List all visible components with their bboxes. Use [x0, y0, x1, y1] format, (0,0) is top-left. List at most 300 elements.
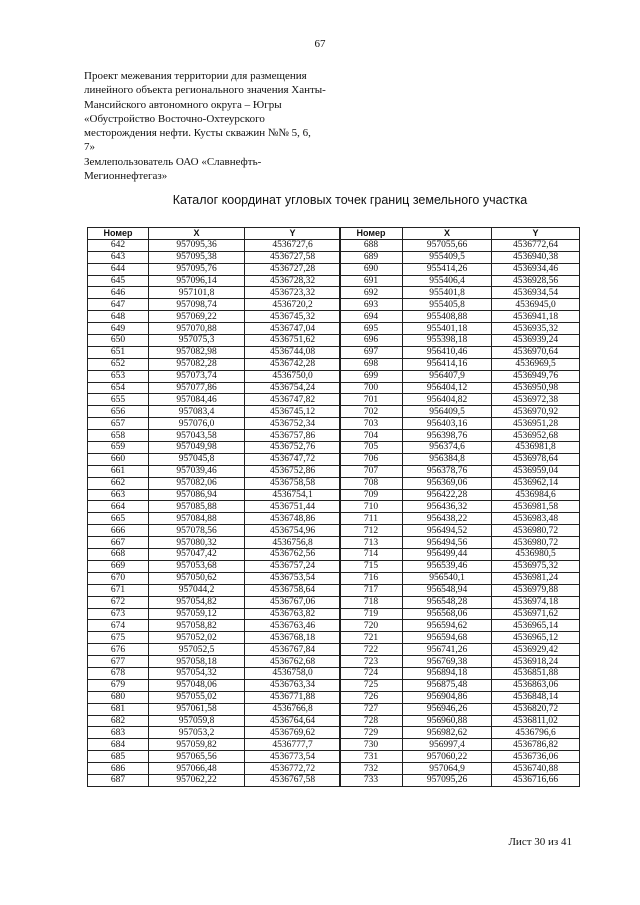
y-coordinate: 4536965,14: [492, 620, 580, 632]
point-number: 671: [88, 584, 149, 596]
table-row: [88, 751, 341, 763]
point-number: 657: [88, 418, 149, 430]
y-coordinate: 4536768,18: [245, 632, 341, 644]
y-coordinate: 4536851,88: [492, 667, 580, 679]
point-number: 715: [340, 560, 403, 572]
table-row: [340, 632, 580, 644]
x-coordinate: 956982,62: [403, 727, 492, 739]
table-row: [88, 715, 341, 727]
x-coordinate: 957095,36: [149, 239, 245, 251]
x-coordinate: 956769,38: [403, 656, 492, 668]
x-coordinate: 956997,4: [403, 739, 492, 751]
x-coordinate: 957076,0: [149, 418, 245, 430]
table-row: [88, 679, 341, 691]
x-coordinate: 957050,62: [149, 572, 245, 584]
x-coordinate: 956594,68: [403, 632, 492, 644]
point-number: 667: [88, 537, 149, 549]
table-row: [88, 572, 341, 584]
table-row: [88, 667, 341, 679]
table-row: [88, 739, 341, 751]
point-number: 676: [88, 644, 149, 656]
x-coordinate: 956436,32: [403, 501, 492, 513]
point-number: 651: [88, 346, 149, 358]
point-number: 669: [88, 560, 149, 572]
point-number: 682: [88, 715, 149, 727]
x-coordinate: 956403,16: [403, 418, 492, 430]
point-number: 721: [340, 632, 403, 644]
table-row: [340, 679, 580, 691]
table-row: [88, 263, 341, 275]
table-row: [340, 394, 580, 406]
x-coordinate: 957048,06: [149, 679, 245, 691]
table-row: [340, 596, 580, 608]
y-coordinate: 4536767,84: [245, 644, 341, 656]
header-y: Y: [245, 228, 341, 240]
table-row: [88, 501, 341, 513]
x-coordinate: 955398,18: [403, 335, 492, 347]
x-coordinate: 957045,8: [149, 453, 245, 465]
table-row: [88, 549, 341, 561]
table-row: [340, 418, 580, 430]
point-number: 687: [88, 774, 149, 786]
point-number: 677: [88, 656, 149, 668]
point-number: 691: [340, 275, 403, 287]
y-coordinate: 4536716,66: [492, 774, 580, 786]
x-coordinate: 956438,22: [403, 513, 492, 525]
y-coordinate: 4536745,32: [245, 311, 341, 323]
table-row: [340, 560, 580, 572]
y-coordinate: 4536928,56: [492, 275, 580, 287]
y-coordinate: 4536980,72: [492, 537, 580, 549]
table-row: [88, 287, 341, 299]
x-coordinate: 956404,12: [403, 382, 492, 394]
table-row: [340, 489, 580, 501]
y-coordinate: 4536980,5: [492, 549, 580, 561]
y-coordinate: 4536727,58: [245, 251, 341, 263]
x-coordinate: 957060,22: [403, 751, 492, 763]
point-number: 652: [88, 358, 149, 370]
y-coordinate: 4536981,8: [492, 442, 580, 454]
point-number: 709: [340, 489, 403, 501]
table-row: [340, 525, 580, 537]
point-number: 644: [88, 263, 149, 275]
point-number: 645: [88, 275, 149, 287]
x-coordinate: 956374,6: [403, 442, 492, 454]
table-row: [88, 406, 341, 418]
x-coordinate: 955408,88: [403, 311, 492, 323]
table-row: [88, 489, 341, 501]
point-number: 649: [88, 323, 149, 335]
point-number: 699: [340, 370, 403, 382]
point-number: 695: [340, 323, 403, 335]
y-coordinate: 4536939,24: [492, 335, 580, 347]
x-coordinate: 957065,56: [149, 751, 245, 763]
y-coordinate: 4536777,7: [245, 739, 341, 751]
header-x: X: [403, 228, 492, 240]
y-coordinate: 4536772,72: [245, 763, 341, 775]
table-row: [340, 465, 580, 477]
y-coordinate: 4536952,68: [492, 430, 580, 442]
x-coordinate: 957043,58: [149, 430, 245, 442]
coordinates-table-right: [339, 227, 580, 787]
project-description: [84, 69, 349, 183]
y-coordinate: 4536820,72: [492, 703, 580, 715]
x-coordinate: 955401,8: [403, 287, 492, 299]
point-number: 683: [88, 727, 149, 739]
x-coordinate: 956422,28: [403, 489, 492, 501]
x-coordinate: 957052,5: [149, 644, 245, 656]
y-coordinate: 4536757,24: [245, 560, 341, 572]
point-number: 665: [88, 513, 149, 525]
y-coordinate: 4536750,0: [245, 370, 341, 382]
x-coordinate: 957064,9: [403, 763, 492, 775]
x-coordinate: 957083,4: [149, 406, 245, 418]
x-coordinate: 957054,82: [149, 596, 245, 608]
table-row: [340, 537, 580, 549]
y-coordinate: 4536949,76: [492, 370, 580, 382]
y-coordinate: 4536971,62: [492, 608, 580, 620]
y-coordinate: 4536762,68: [245, 656, 341, 668]
point-number: 672: [88, 596, 149, 608]
x-coordinate: 957078,56: [149, 525, 245, 537]
point-number: 681: [88, 703, 149, 715]
y-coordinate: 4536974,18: [492, 596, 580, 608]
table-row: [340, 358, 580, 370]
x-coordinate: 956540,1: [403, 572, 492, 584]
x-coordinate: 957053,2: [149, 727, 245, 739]
y-coordinate: 4536766,8: [245, 703, 341, 715]
point-number: 647: [88, 299, 149, 311]
point-number: 650: [88, 335, 149, 347]
table-row: [340, 346, 580, 358]
table-row: [340, 251, 580, 263]
y-coordinate: 4536753,54: [245, 572, 341, 584]
y-coordinate: 4536951,28: [492, 418, 580, 430]
project-line: месторождения нефти. Кусты скважин №№ 5, 6,: [84, 127, 311, 140]
x-coordinate: 956875,48: [403, 679, 492, 691]
y-coordinate: 4536979,88: [492, 584, 580, 596]
point-number: 646: [88, 287, 149, 299]
x-coordinate: 956384,8: [403, 453, 492, 465]
table-row: [340, 275, 580, 287]
point-number: 703: [340, 418, 403, 430]
point-number: 717: [340, 584, 403, 596]
point-number: 648: [88, 311, 149, 323]
y-coordinate: 4536918,24: [492, 656, 580, 668]
project-line: Мегионнефтегаз»: [84, 170, 168, 183]
table-header-row: [340, 228, 580, 240]
y-coordinate: 4536978,64: [492, 453, 580, 465]
x-coordinate: 956494,56: [403, 537, 492, 549]
x-coordinate: 956407,9: [403, 370, 492, 382]
header-x: X: [149, 228, 245, 240]
sheet-counter: Лист 30 из 41: [508, 836, 572, 848]
y-coordinate: 4536751,62: [245, 335, 341, 347]
table-row: [88, 453, 341, 465]
y-coordinate: 4536748,86: [245, 513, 341, 525]
project-line: «Обустройство Восточно-Охтеурского: [84, 112, 265, 125]
y-coordinate: 4536970,64: [492, 346, 580, 358]
x-coordinate: 957080,32: [149, 537, 245, 549]
x-coordinate: 957070,88: [149, 323, 245, 335]
point-number: 714: [340, 549, 403, 561]
table-row: [340, 323, 580, 335]
y-coordinate: 4536935,32: [492, 323, 580, 335]
x-coordinate: 955405,8: [403, 299, 492, 311]
point-number: 659: [88, 442, 149, 454]
y-coordinate: 4536945,0: [492, 299, 580, 311]
table-row: [88, 596, 341, 608]
x-coordinate: 956539,46: [403, 560, 492, 572]
y-coordinate: 4536758,58: [245, 477, 341, 489]
point-number: 722: [340, 644, 403, 656]
table-row: [88, 430, 341, 442]
y-coordinate: 4536752,76: [245, 442, 341, 454]
x-coordinate: 957066,48: [149, 763, 245, 775]
table-row: [340, 477, 580, 489]
table-row: [340, 715, 580, 727]
y-coordinate: 4536762,56: [245, 549, 341, 561]
y-coordinate: 4536848,14: [492, 691, 580, 703]
table-row: [340, 572, 580, 584]
x-coordinate: 956398,76: [403, 430, 492, 442]
table-row: [340, 442, 580, 454]
table-row: [88, 394, 341, 406]
y-coordinate: 4536758,0: [245, 667, 341, 679]
point-number: 643: [88, 251, 149, 263]
point-number: 707: [340, 465, 403, 477]
x-coordinate: 956960,88: [403, 715, 492, 727]
table-row: [340, 287, 580, 299]
x-coordinate: 956568,06: [403, 608, 492, 620]
table-row: [340, 667, 580, 679]
x-coordinate: 956894,18: [403, 667, 492, 679]
table-row: [88, 620, 341, 632]
x-coordinate: 957098,74: [149, 299, 245, 311]
point-number: 706: [340, 453, 403, 465]
x-coordinate: 956409,5: [403, 406, 492, 418]
x-coordinate: 957096,14: [149, 275, 245, 287]
y-coordinate: 4536972,38: [492, 394, 580, 406]
x-coordinate: 956548,28: [403, 596, 492, 608]
y-coordinate: 4536983,48: [492, 513, 580, 525]
table-row: [88, 774, 341, 786]
point-number: 723: [340, 656, 403, 668]
y-coordinate: 4536962,14: [492, 477, 580, 489]
point-number: 675: [88, 632, 149, 644]
table-row: [88, 560, 341, 572]
point-number: 712: [340, 525, 403, 537]
table-row: [88, 477, 341, 489]
x-coordinate: 957095,26: [403, 774, 492, 786]
table-row: [88, 656, 341, 668]
y-coordinate: 4536752,86: [245, 465, 341, 477]
x-coordinate: 956499,44: [403, 549, 492, 561]
x-coordinate: 957095,76: [149, 263, 245, 275]
point-number: 725: [340, 679, 403, 691]
table-row: [88, 537, 341, 549]
table-row: [88, 691, 341, 703]
x-coordinate: 956410,46: [403, 346, 492, 358]
project-line: Мансийского автономного округа – Югры: [84, 98, 282, 111]
point-number: 708: [340, 477, 403, 489]
y-coordinate: 4536981,24: [492, 572, 580, 584]
point-number: 732: [340, 763, 403, 775]
coordinates-table-left: [87, 227, 341, 787]
table-row: [88, 525, 341, 537]
x-coordinate: 957082,28: [149, 358, 245, 370]
y-coordinate: 4536981,58: [492, 501, 580, 513]
table-row: [340, 656, 580, 668]
point-number: 678: [88, 667, 149, 679]
y-coordinate: 4536728,32: [245, 275, 341, 287]
x-coordinate: 956741,26: [403, 644, 492, 656]
x-coordinate: 957058,82: [149, 620, 245, 632]
x-coordinate: 956369,06: [403, 477, 492, 489]
point-number: 713: [340, 537, 403, 549]
header-number: Номер: [340, 228, 403, 240]
table-row: [88, 763, 341, 775]
point-number: 690: [340, 263, 403, 275]
point-number: 685: [88, 751, 149, 763]
x-coordinate: 956594,62: [403, 620, 492, 632]
y-coordinate: 4536727,28: [245, 263, 341, 275]
table-row: [340, 608, 580, 620]
y-coordinate: 4536764,64: [245, 715, 341, 727]
y-coordinate: 4536736,06: [492, 751, 580, 763]
table-row: [340, 727, 580, 739]
y-coordinate: 4536773,54: [245, 751, 341, 763]
y-coordinate: 4536769,62: [245, 727, 341, 739]
point-number: 694: [340, 311, 403, 323]
x-coordinate: 957084,46: [149, 394, 245, 406]
table-row: [340, 335, 580, 347]
table-row: [340, 501, 580, 513]
table-row: [340, 584, 580, 596]
table-row: [340, 239, 580, 251]
point-number: 670: [88, 572, 149, 584]
point-number: 698: [340, 358, 403, 370]
table-row: [340, 382, 580, 394]
table-row: [88, 632, 341, 644]
point-number: 726: [340, 691, 403, 703]
table-row: [88, 335, 341, 347]
y-coordinate: 4536723,32: [245, 287, 341, 299]
point-number: 692: [340, 287, 403, 299]
point-number: 704: [340, 430, 403, 442]
x-coordinate: 956404,82: [403, 394, 492, 406]
point-number: 662: [88, 477, 149, 489]
x-coordinate: 957049,98: [149, 442, 245, 454]
point-number: 727: [340, 703, 403, 715]
table-row: [88, 513, 341, 525]
point-number: 663: [88, 489, 149, 501]
x-coordinate: 957059,82: [149, 739, 245, 751]
point-number: 711: [340, 513, 403, 525]
y-coordinate: 4536969,5: [492, 358, 580, 370]
y-coordinate: 4536763,34: [245, 679, 341, 691]
point-number: 674: [88, 620, 149, 632]
y-coordinate: 4536941,18: [492, 311, 580, 323]
x-coordinate: 957101,8: [149, 287, 245, 299]
x-coordinate: 957047,42: [149, 549, 245, 561]
table-row: [340, 774, 580, 786]
table-row: [340, 620, 580, 632]
x-coordinate: 957082,06: [149, 477, 245, 489]
table-row: [88, 644, 341, 656]
table-row: [340, 299, 580, 311]
y-coordinate: 4536950,98: [492, 382, 580, 394]
table-row: [88, 608, 341, 620]
x-coordinate: 957044,2: [149, 584, 245, 596]
table-row: [340, 453, 580, 465]
y-coordinate: 4536811,02: [492, 715, 580, 727]
point-number: 724: [340, 667, 403, 679]
x-coordinate: 957062,22: [149, 774, 245, 786]
point-number: 653: [88, 370, 149, 382]
point-number: 673: [88, 608, 149, 620]
table-row: [88, 703, 341, 715]
point-number: 705: [340, 442, 403, 454]
table-row: [340, 739, 580, 751]
x-coordinate: 957082,98: [149, 346, 245, 358]
x-coordinate: 956378,76: [403, 465, 492, 477]
point-number: 719: [340, 608, 403, 620]
header-y: Y: [492, 228, 580, 240]
y-coordinate: 4536771,88: [245, 691, 341, 703]
x-coordinate: 956548,94: [403, 584, 492, 596]
y-coordinate: 4536970,92: [492, 406, 580, 418]
x-coordinate: 956414,16: [403, 358, 492, 370]
x-coordinate: 957058,18: [149, 656, 245, 668]
page-number: 67: [314, 38, 326, 50]
header-number: Номер: [88, 228, 149, 240]
table-row: [340, 549, 580, 561]
table-row: [340, 691, 580, 703]
y-coordinate: 4536796,6: [492, 727, 580, 739]
x-coordinate: 957085,88: [149, 501, 245, 513]
table-row: [340, 406, 580, 418]
x-coordinate: 956946,26: [403, 703, 492, 715]
point-number: 660: [88, 453, 149, 465]
point-number: 658: [88, 430, 149, 442]
table-row: [340, 751, 580, 763]
y-coordinate: 4536720,2: [245, 299, 341, 311]
x-coordinate: 957059,12: [149, 608, 245, 620]
point-number: 729: [340, 727, 403, 739]
x-coordinate: 957086,94: [149, 489, 245, 501]
table-row: [340, 763, 580, 775]
y-coordinate: 4536767,58: [245, 774, 341, 786]
x-coordinate: 955414,26: [403, 263, 492, 275]
y-coordinate: 4536747,04: [245, 323, 341, 335]
y-coordinate: 4536772,64: [492, 239, 580, 251]
table-row: [88, 239, 341, 251]
point-number: 688: [340, 239, 403, 251]
x-coordinate: 957053,68: [149, 560, 245, 572]
y-coordinate: 4536940,38: [492, 251, 580, 263]
y-coordinate: 4536756,8: [245, 537, 341, 549]
y-coordinate: 4536758,64: [245, 584, 341, 596]
table-row: [340, 430, 580, 442]
point-number: 728: [340, 715, 403, 727]
y-coordinate: 4536754,1: [245, 489, 341, 501]
table-row: [340, 703, 580, 715]
y-coordinate: 4536754,24: [245, 382, 341, 394]
point-number: 661: [88, 465, 149, 477]
table-row: [88, 251, 341, 263]
y-coordinate: 4536959,04: [492, 465, 580, 477]
